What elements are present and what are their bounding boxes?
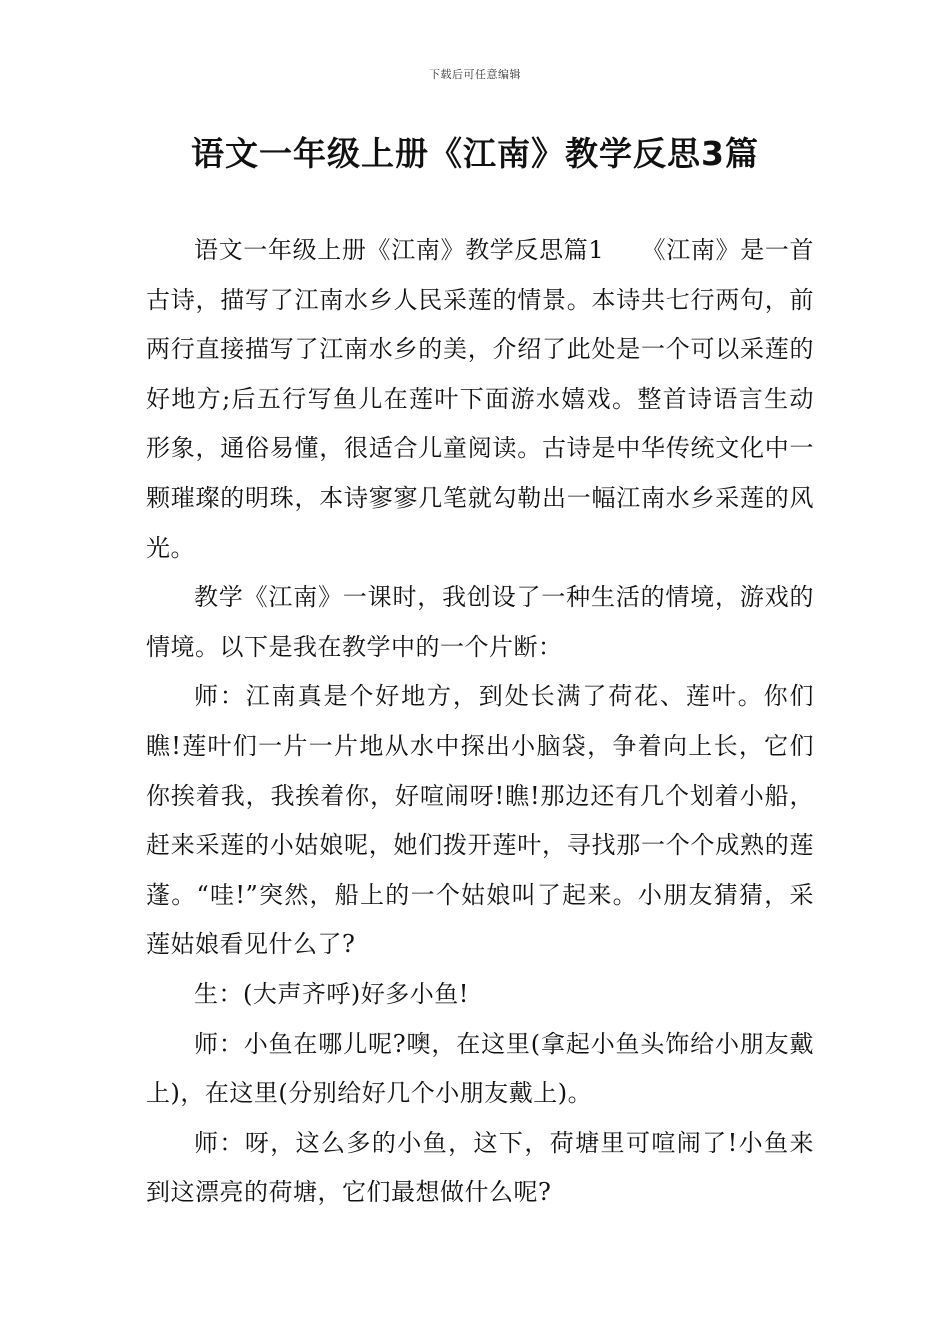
- paragraph-student-1: 生：(大声齐呼)好多小鱼!: [194, 979, 469, 1008]
- paragraph-teaching-context: 教学《江南》一课时，我创设了一种生活的情境，游戏的情境。以下是我在教学中的一个片断：: [146, 583, 814, 661]
- paragraph-teacher-2: 师：小鱼在哪儿呢?噢，在这里(拿起小鱼头饰给小朋友戴上)，在这里(分别给好几个小朋友戴上)。: [146, 1029, 814, 1108]
- document-body: [146, 226, 814, 1218]
- page-title: 语文一年级上册《江南》教学反思3篇: [191, 134, 759, 173]
- paragraph-intro: 语文一年级上册《江南》教学反思篇1 《江南》是一首古诗，描写了江南水乡人民采莲的情景。本诗共七行两句，前两行直接描写了江南水乡的美，介绍了此处是一个可以采莲的好地方;后五行写鱼儿在莲叶下面游水嬉戏。整首诗语言生动形象，通俗易懂，很适合儿童阅读。古诗是中华传统文化中一颗璀璨的明珠，本诗寥寥几笔就勾勒出一幅江南水乡采莲的风光。: [146, 236, 814, 562]
- header-note: 下载后可任意编辑: [429, 68, 521, 81]
- paragraph-teacher-1: 师：江南真是个好地方，到处长满了荷花、莲叶。你们瞧!莲叶们一片一片地从水中探出小脑袋，争着向上长，它们你挨着我，我挨着你，好喧闹呀!瞧!那边还有几个划着小船，赶来采莲的小姑娘呢，她们拨开莲叶，寻找那一个个成熟的莲蓬。“哇!”突然，船上的一个姑娘叫了起来。小朋友猜猜，采莲姑娘看见什么了?: [146, 682, 814, 959]
- paragraph-teacher-3: 师：呀，这么多的小鱼，这下，荷塘里可喧闹了!小鱼来到这漂亮的荷塘，它们最想做什么呢?: [146, 1128, 814, 1207]
